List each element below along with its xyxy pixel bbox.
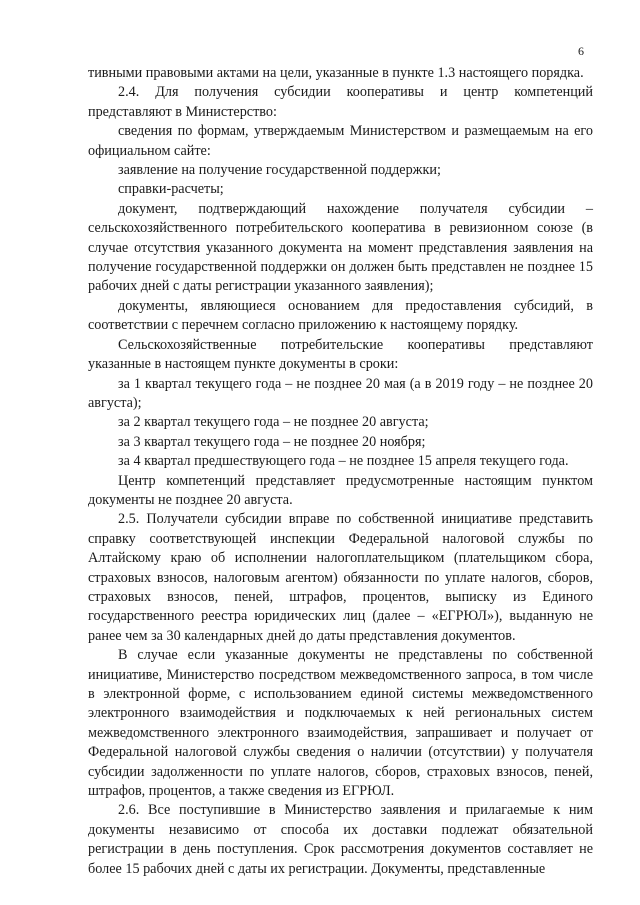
paragraph: Центр компетенций представляет предусмотренные настоящим пунктом документы не позднее 20 августа. xyxy=(88,472,593,508)
page-number: 6 xyxy=(578,44,584,58)
paragraph: справки-расчеты; xyxy=(118,181,224,198)
paragraph: заявление на получение государственной поддержки; xyxy=(118,162,441,179)
paragraph: документ, подтверждающий нахождение получателя субсидии – сельскохозяйственного потребительского кооператива в ревизионном союзе (в случае отсутствия указанного документа на момент представления заявления на получение государственной поддержки он должен быть представлен не позднее 15 рабочих дней с даты регистрации указанного заявления); xyxy=(88,200,593,295)
paragraph: 2.6. Все поступившие в Министерство заявления и прилагаемые к ним документы независимо от способа их доставки подлежат обязательной регистрации в день поступления. Срок рассмотрения документов составляет не более 15 рабочих дней с даты их регистрации. Документы, представленные xyxy=(88,802,593,877)
paragraph: за 4 квартал предшествующего года – не позднее 15 апреля текущего года. xyxy=(118,453,569,470)
paragraph: 2.4. Для получения субсидии кооперативы и центр компетенций представляют в Министерство: xyxy=(88,84,593,120)
paragraph: тивными правовыми актами на цели, указанные в пункте 1.3 настоящего порядка. xyxy=(88,65,584,81)
paragraph: В случае если указанные документы не представлены по собственной инициативе, Министерство посредством межведомственного запроса, в том числе в электронной форме, с использованием единой системы межведомственного электронного взаимодействия и подключаемых к ней региональных систем межведомственного электронного взаимодействия, запрашивает и получает от Федеральной налоговой службы сведения о наличии (отсутствии) у получателя субсидии задолженности по уплате налогов, сборов, страховых взносов, пеней, штрафов, процентов, а также сведения из ЕГРЮЛ. xyxy=(88,647,593,800)
paragraph: Сельскохозяйственные потребительские кооперативы представляют указанные в настоящем пункте документы в сроки: xyxy=(88,336,593,373)
paragraph: за 1 квартал текущего года – не позднее 20 мая (а в 2019 году – не позднее 20 августа); xyxy=(88,375,593,411)
paragraph: документы, являющиеся основанием для предоставления субсидий, в соответствии с перечнем согласно приложению к настоящему порядку. xyxy=(88,297,593,334)
document-body xyxy=(88,64,593,879)
paragraph: 2.5. Получатели субсидии вправе по собственной инициативе представить справку соответствующей инспекции Федеральной налоговой службы по Алтайскому краю об исполнении налогоплательщиком (плательщиком сбора, страховых взносов, налоговым агентом) обязанности по уплате налогов, сборов, страховых взносов, пеней, штрафов, процентов, выписку из Единого государственного реестра юридических лиц (далее – «ЕГРЮЛ»), выданную не ранее чем за 30 календарных дней до даты представления документов. xyxy=(88,511,593,644)
paragraph: сведения по формам, утверждаемым Министерством и размещаемым на его официальном сайте: xyxy=(88,123,593,159)
paragraph: за 3 квартал текущего года – не позднее 20 ноября; xyxy=(118,433,426,450)
paragraph: за 2 квартал текущего года – не позднее 20 августа; xyxy=(118,414,429,431)
